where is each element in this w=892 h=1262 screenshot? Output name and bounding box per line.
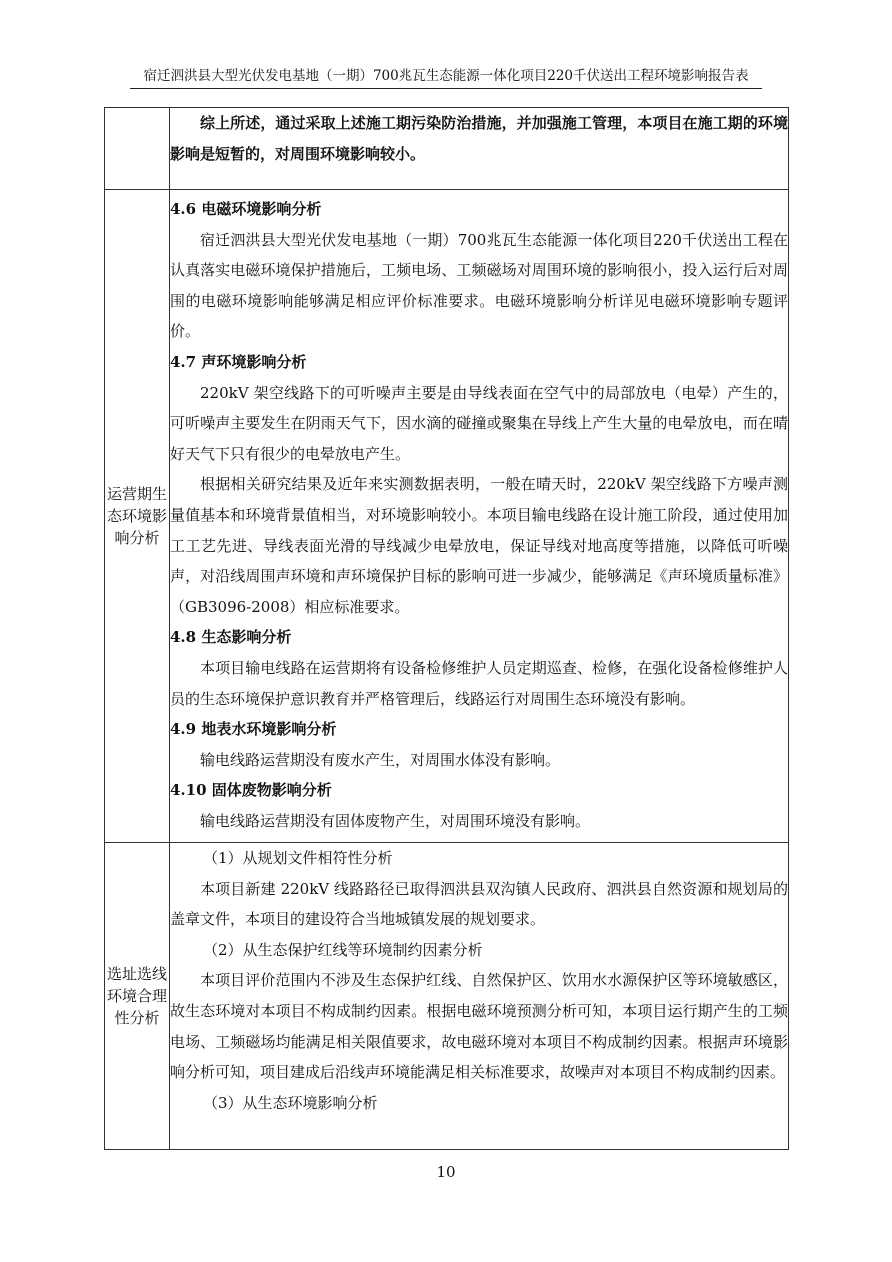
section-4-7-paragraph-2: 根据相关研究结果及近年来实测数据表明，一般在晴天时，220kV 架空线路下方噪声测量值基本和环境背景值相当，对环境影响较小。本项目输电线路在设计施工阶段，通过使用加工工艺先进、导线表面光滑的导线减少电晕放电，保证导线对地高度等措施，以降低可听噪声，对沿线周围声环境和声环境保护目标的影响可进一步减少，能够满足《声环境质量标准》（GB3096-2008）相应标准要求。 (170, 475, 788, 616)
row-label-site-selection: 选址选线环境合理性分析 (105, 843, 170, 1150)
site-item-1-title: （1）从规划文件相符性分析 (203, 849, 393, 867)
table-row-construction-summary (105, 108, 789, 190)
row-content-operation (170, 190, 789, 843)
table-row-operation (105, 190, 789, 843)
row-label-operation: 运营期生态环境影响分析 (105, 190, 170, 843)
site-item-2-title: （2）从生态保护红线等环境制约因素分析 (203, 940, 483, 959)
site-item-1-paragraph: 本项目新建 220kV 线路路径已取得泗洪县双沟镇人民政府、泗洪县自然资源和规划局的盖章文件，本项目的建设符合当地城镇发展的规划要求。 (170, 879, 788, 929)
section-title-4-10: 4.10 固体废物影响分析 (170, 781, 332, 800)
section-4-6-paragraph: 宿迁泗洪县大型光伏发电基地（一期）700兆瓦生态能源一体化项目220千伏送出工程在认真落实电磁环境保护措施后，工频电场、工频磁场对周围环境的影响很小，投入运行后对周围的电磁环境影响能够满足相应评价标准要求。电磁环境影响分析详见电磁环境影响专题评价。 (170, 230, 788, 341)
row-content-site-selection (170, 843, 789, 1150)
section-4-7-paragraph-1: 220kV 架空线路下的可听噪声主要是由导线表面在空气中的局部放电（电晕）产生的，可听噪声主要发生在阴雨天气下，因水滴的碰撞或聚集在导线上产生大量的电晕放电，而在晴好天气下只有很少的电晕放电产生。 (170, 383, 788, 463)
row-label-construction (105, 108, 170, 190)
document-header: 宿迁泗洪县大型光伏发电基地（一期）700兆瓦生态能源一体化项目220千伏送出工程环境影响报告表 (130, 64, 762, 89)
section-title-4-8: 4.8 生态影响分析 (170, 628, 292, 647)
section-title-4-9: 4.9 地表水环境影响分析 (170, 720, 337, 739)
section-4-10-paragraph: 输电线路运营期没有固体废物产生，对周围环境没有影响。 (200, 811, 591, 830)
section-title-4-6: 4.6 电磁环境影响分析 (170, 200, 322, 218)
row-content-construction (170, 108, 789, 190)
section-title-4-7: 4.7 声环境影响分析 (170, 352, 307, 371)
site-item-3-title: （3）从生态环境影响分析 (203, 1093, 378, 1112)
construction-summary: 综上所述，通过采取上述施工期污染防治措施，并加强施工管理，本项目在施工期的环境影响是短暂的，对周围环境影响较小。 (170, 114, 788, 163)
site-item-2-paragraph: 本项目评价范围内不涉及生态保护红线、自然保护区、饮用水水源保护区等环境敏感区，故生态环境对本项目不构成制约因素。根据电磁环境预测分析可知，本项目运行期产生的工频电场、工频磁场均能满足相关限值要求，故电磁环境对本项目不构成制约因素。根据声环境影响分析可知，项目建成后沿线声环境能满足相关标准要求，故噪声对本项目不构成制约因素。 (170, 971, 788, 1082)
section-4-9-paragraph: 输电线路运营期没有废水产生，对周围水体没有影响。 (200, 750, 561, 769)
section-4-8-paragraph: 本项目输电线路在运营期将有设备检修维护人员定期巡查、检修，在强化设备检修维护人员的生态环境保护意识教育并严格管理后，线路运行对周围生态环境没有影响。 (170, 658, 788, 708)
report-table (104, 107, 789, 1150)
page-number: 10 (436, 1163, 456, 1181)
table-row-site-selection (105, 843, 789, 1150)
